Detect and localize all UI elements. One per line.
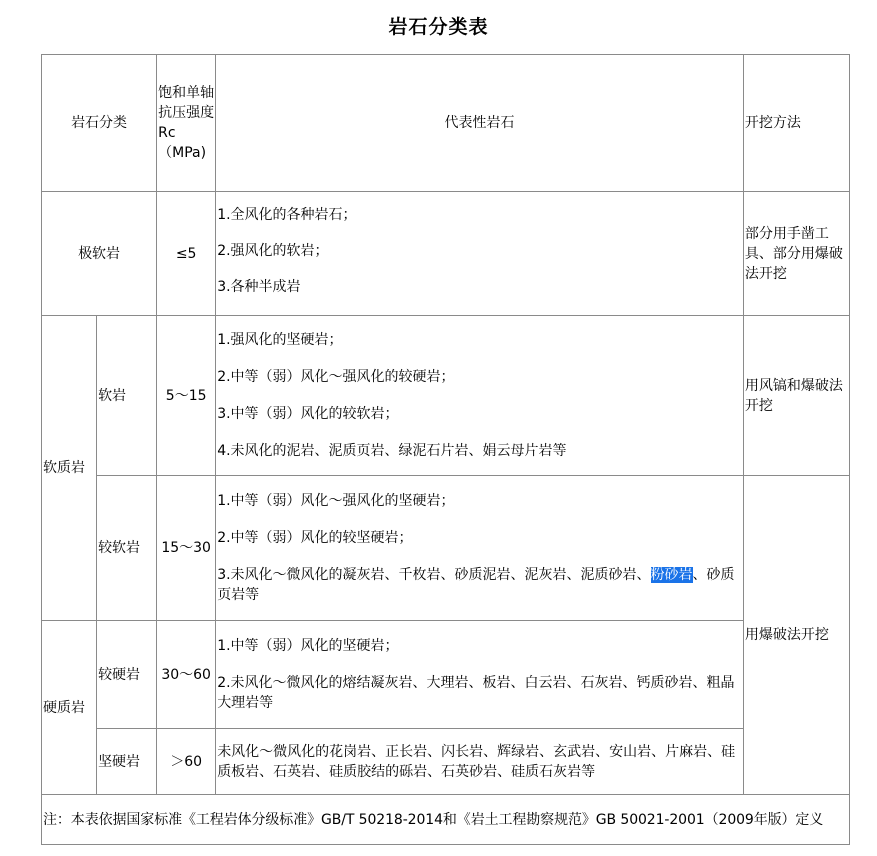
rock-line: 2.强风化的软岩； (217, 242, 329, 259)
page-title: 岩石分类表 (388, 16, 489, 38)
header-strength: 饱和单轴抗压强度Rc（MPa) (157, 55, 216, 192)
table-row (42, 621, 850, 729)
rock-line: 1.中等（弱）风化～强风化的坚硬岩； (217, 493, 455, 509)
strength-cell: ＞60 (157, 729, 216, 795)
rocks-cell (216, 729, 744, 795)
category-cell: 软质岩 (42, 316, 97, 621)
rock-line: 1.强风化的坚硬岩； (217, 332, 343, 348)
rock-line: 2.未风化～微风化的熔结凝灰岩、大理岩、板岩、白云岩、石灰岩、钙质砂岩、粗晶大理岩等 (217, 675, 735, 711)
note-row (42, 795, 850, 845)
strength-cell: 5～15 (157, 316, 216, 476)
table-row (42, 729, 850, 795)
rocks-cell (216, 316, 744, 476)
header-method: 开挖方法 (743, 55, 849, 192)
rocks-cell (216, 476, 744, 621)
rock-line: 1.中等（弱）风化的坚硬岩； (217, 638, 399, 654)
rock-line: 2.中等（弱）风化的较坚硬岩； (217, 530, 413, 546)
rock-line (217, 565, 742, 605)
rock-line: 2.中等（弱）风化～强风化的较硬岩； (217, 369, 455, 385)
selected-text[interactable]: 粉砂岩 (650, 567, 693, 583)
rocks-cell (216, 192, 744, 316)
footnote: 注：本表依据国家标准《工程岩体分级标准》GB/T 50218-2014和《岩土工程勘察规范》GB 50021-2001（2009年版）定义 (42, 795, 850, 845)
rock-text: 、砂质页岩等 (217, 567, 735, 603)
strength-cell: 30～60 (157, 621, 216, 729)
subcategory-cell: 较硬岩 (97, 621, 157, 729)
rock-classification-table (41, 54, 850, 845)
rocks-cell (216, 621, 744, 729)
method-cell: 用爆破法开挖 (743, 476, 849, 795)
rock-line: 3.中等（弱）风化的较软岩； (217, 406, 399, 422)
strength-cell: 15～30 (157, 476, 216, 621)
rock-line: 1.全风化的各种岩石； (217, 206, 357, 223)
subcategory-cell: 较软岩 (97, 476, 157, 621)
rock-line: 4.未风化的泥岩、泥质页岩、绿泥石片岩、娟云母片岩等 (217, 443, 567, 459)
rock-line: 3.各种半成岩 (217, 278, 301, 295)
table-row (42, 316, 850, 476)
subcategory-cell: 坚硬岩 (97, 729, 157, 795)
method-cell: 部分用手凿工具、部分用爆破法开挖 (743, 192, 849, 316)
rock-line: 未风化～微风化的花岗岩、正长岩、闪长岩、辉绿岩、玄武岩、安山岩、片麻岩、硅质板岩、石英岩、硅质胶结的砾岩、石英砂岩、硅质石灰岩等 (217, 743, 736, 780)
method-cell: 用风镐和爆破法开挖 (743, 316, 849, 476)
strength-cell: ≤5 (157, 192, 216, 316)
table-row (42, 192, 850, 316)
header-row (42, 55, 850, 192)
subcategory-cell: 软岩 (97, 316, 157, 476)
header-category: 岩石分类 (42, 55, 157, 192)
header-rocks: 代表性岩石 (216, 55, 744, 192)
category-cell: 极软岩 (42, 192, 157, 316)
category-cell: 硬质岩 (42, 621, 97, 795)
rock-text: 3.未风化～微风化的凝灰岩、千枚岩、砂质泥岩、泥灰岩、泥质砂岩、 (217, 567, 651, 583)
table-row (42, 476, 850, 621)
